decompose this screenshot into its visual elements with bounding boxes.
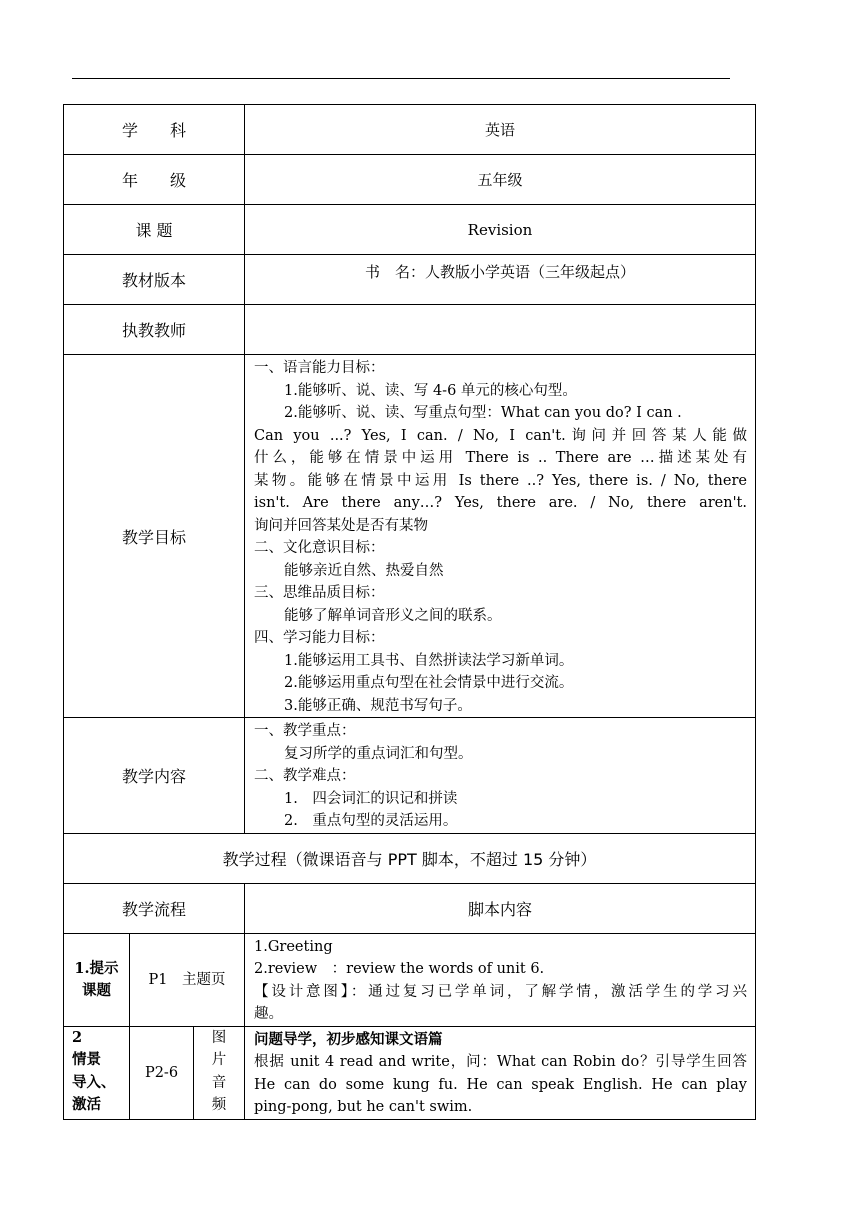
objectives-label: 教学目标 — [64, 355, 245, 718]
step1-line: 1.Greeting — [254, 938, 333, 955]
row-teacher — [64, 305, 756, 355]
objective-line: 一、语言能力目标： — [254, 360, 385, 376]
step2-media — [194, 1026, 245, 1119]
step2-media-char: 图 — [211, 1029, 227, 1046]
objective-line: 二、文化意识目标： — [254, 540, 385, 556]
objective-line: 2.能够听、说、读、写重点句型：What can you do? I can . — [284, 405, 682, 421]
row-edition — [64, 255, 756, 305]
row-grade — [64, 155, 756, 205]
objective-line: 1.能够听、说、读、写 4-6 单元的核心句型。 — [284, 382, 577, 399]
step2-name-line: 2 — [72, 1028, 83, 1046]
objective-line: isn't. Are there any…? Yes, there are. / No, there aren't. — [254, 495, 747, 511]
step2-media-char: 片 — [211, 1052, 227, 1068]
objective-line: 1.能够运用工具书、自然拼读法学习新单词。 — [284, 652, 574, 669]
flow-header-left: 教学流程 — [64, 883, 245, 933]
step1-line: 趣。 — [254, 1006, 283, 1022]
step1-line: 【设计意图】：通过复习已学单词，了解学情，激活学生的学习兴 — [254, 983, 747, 1000]
objective-line: 能够亲近自然、热爱自然 — [284, 562, 444, 579]
row-process-title — [64, 833, 756, 883]
step1-page: P1 主题页 — [130, 933, 245, 1026]
step1-script — [245, 933, 756, 1026]
objective-line: 三、思维品质目标： — [254, 585, 385, 601]
objective-line: 能够了解单词音形义之间的联系。 — [284, 607, 502, 624]
objective-line: 某物。能够在情景中运用 Is there ..? Yes, there is. / No, there — [254, 472, 747, 489]
step2-line: 根据 unit 4 read and write，问：What can Robin do？引导学生回答 — [254, 1054, 747, 1070]
content-line: 2. 重点句型的灵活运用。 — [284, 813, 458, 829]
row-content — [64, 718, 756, 834]
row-step-1 — [64, 933, 756, 1026]
content-line: 一、教学重点： — [254, 723, 356, 739]
step2-heading: 问题导学，初步感知课文语篇 — [254, 1030, 443, 1048]
step1-name-line: 课题 — [82, 981, 111, 999]
objective-line: 3.能够正确、规范书写句子。 — [284, 697, 472, 714]
subject-label: 学 科 — [64, 105, 245, 155]
edition-value: 书 名：人教版小学英语（三年级起点） — [245, 255, 756, 305]
row-step-2 — [64, 1026, 756, 1119]
step2-name — [64, 1026, 130, 1119]
objective-line: 四、学习能力目标： — [254, 630, 385, 646]
objectives-content — [245, 355, 756, 718]
step2-script — [245, 1026, 756, 1119]
topic-value: Revision — [245, 205, 756, 255]
step1-name — [64, 933, 130, 1026]
step2-line: ping-pong, but he can't swim. — [254, 1099, 473, 1115]
teacher-value — [245, 305, 756, 355]
step2-page: P2-6 — [130, 1026, 194, 1119]
header-rule — [72, 78, 730, 79]
process-title: 教学过程（微课语音与 PPT 脚本，不超过 15 分钟） — [64, 833, 756, 883]
row-flow-header — [64, 883, 756, 933]
edition-label: 教材版本 — [64, 255, 245, 305]
content-label: 教学内容 — [64, 718, 245, 834]
row-subject — [64, 105, 756, 155]
step1-name-line: 1.提示 — [74, 959, 119, 977]
content-body — [245, 718, 756, 834]
step2-name-line: 激活 — [72, 1096, 101, 1113]
objective-line: 询问并回答某处是否有某物 — [254, 517, 428, 534]
step1-line: 2.review ：review the words of unit 6. — [254, 961, 545, 977]
step2-name-line: 导入、 — [72, 1073, 116, 1091]
objective-line: 2.能够运用重点句型在社会情景中进行交流。 — [284, 675, 574, 691]
content-line: 二、教学难点： — [254, 768, 356, 784]
grade-label: 年 级 — [64, 155, 245, 205]
step2-line: He can do some kung fu. He can speak English. He can play — [254, 1076, 747, 1093]
row-objectives — [64, 355, 756, 718]
content-line: 复习所学的重点词汇和句型。 — [284, 745, 473, 762]
objective-line: 什么，能够在情景中运用 There is .. There are …描述某处有 — [254, 450, 747, 466]
topic-label: 课 题 — [64, 205, 245, 255]
step2-media-char: 音 — [211, 1074, 227, 1091]
content-line: 1. 四会词汇的识记和拼读 — [284, 790, 458, 807]
subject-value: 英语 — [245, 105, 756, 155]
step2-name-line: 情景 — [72, 1051, 101, 1068]
lesson-plan-table — [63, 104, 756, 1120]
objective-line: Can you ...? Yes, I can. / No, I can't.询问并回答某人能做 — [254, 427, 747, 444]
row-topic — [64, 205, 756, 255]
step2-media-char: 频 — [211, 1097, 227, 1113]
teacher-label: 执教教师 — [64, 305, 245, 355]
flow-header-right: 脚本内容 — [245, 883, 756, 933]
grade-value: 五年级 — [245, 155, 756, 205]
